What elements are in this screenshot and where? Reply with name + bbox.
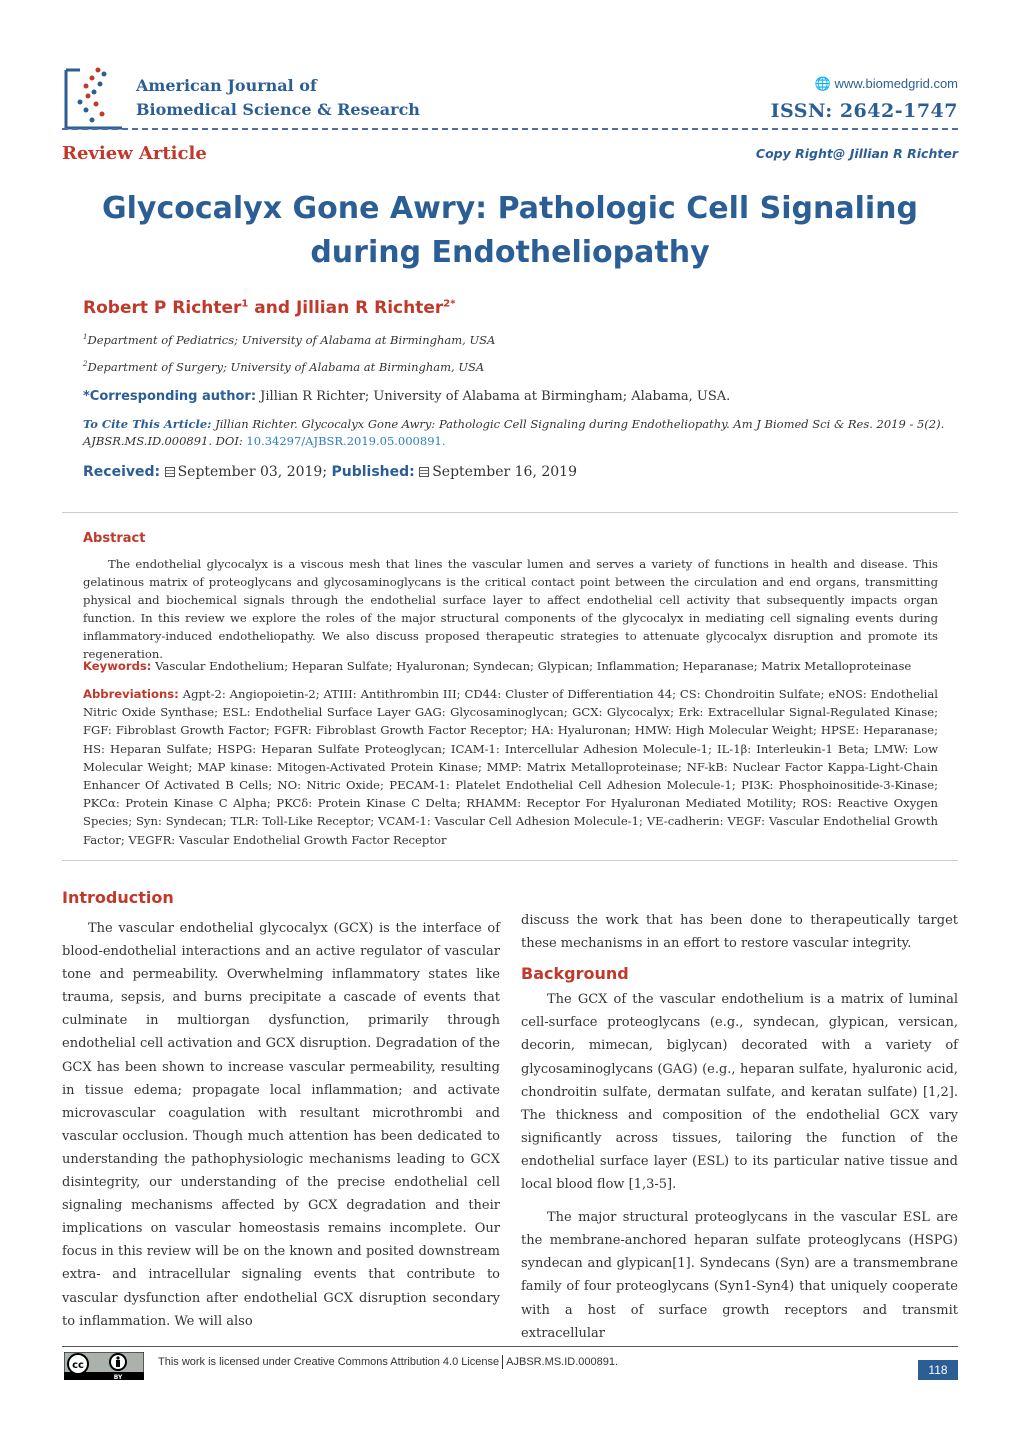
author-1-sup: 1 xyxy=(241,298,249,310)
keywords-text: Vascular Endothelium; Heparan Sulfate; Hyaluronan; Syndecan; Glypican; Inflammation; Heparanase; Matrix Metalloproteinase xyxy=(151,659,912,673)
title-line1: Glycocalyx Gone Awry: Pathologic Cell Signaling xyxy=(102,191,918,226)
footer-rule xyxy=(62,1346,958,1347)
keywords-label: Keywords: xyxy=(83,659,152,673)
website-link[interactable] xyxy=(815,76,958,92)
article-title xyxy=(62,187,958,275)
affiliation-2-sup: 2 xyxy=(83,360,88,369)
title-line2: during Endotheliopathy xyxy=(310,235,710,270)
abbreviations-text: Agpt-2: Angiopoietin-2; ATIII: Antithrombin III; CD44: Cluster of Differentiation 44; CS: Chondroitin Sulfate; eNOS: Endothelial Nitric Oxide Synthase; ESL: Endothelial Surface Layer GAG: Glycosaminoglycan; GCX: Glycocalyx; Erk: Extracellular Signal-Regulated Kinase; FGF: Fibroblast Growth Factor; FGFR: Fibroblast Growth Factor Receptor; HA: Hyaluronan; HMW: High Molecular Weight; HPSE: Heparanase; HS: Heparan Sulfate; HSPG: Heparan Sulfate Proteoglycan; ICAM-1: Intercellular Adhesion Molecule-1; IL-1β: Interleukin-1 Beta; LMW: Low Molecular Weight; MAP kinase: Mitogen-Activated Protein Kinase; MMP: Matrix Metalloproteinase; NF-kB: Nuclear Factor Kappa-Light-Chain Enhancer Of Activated B Cells; NO: Nitric Oxide; PECAM-1: Platelet Endothelial Cell Adhesion Molecule-1; PI3K: Phosphoinositide-3-Kinase; PKCα: Protein Kinase C Alpha; PKCδ: Protein Kinase C Delta; RHAMM: Receptor For Hyaluronan Mediated Motility; ROS: Reactive Oxygen Species; Syn: Syndecan; TLR: Toll-Like Receptor; VCAM-1: Vascular Cell Adhesion Molecule-1; VE-cadherin: VEGF: Vascular Endothelial Growth Factor; VEGFR: Vascular Endothelial Growth Factor Receptor xyxy=(83,687,938,847)
author-2-sup: 2* xyxy=(443,298,456,310)
right-column xyxy=(521,909,958,1345)
calendar-icon xyxy=(419,467,429,477)
footer-separator xyxy=(502,1355,503,1369)
doi-link[interactable]: 10.34297/AJBSR.2019.05.000891. xyxy=(246,434,446,448)
published-date: September 16, 2019 xyxy=(432,464,577,480)
copyright: Copy Right@ Jillian R Richter xyxy=(755,146,958,161)
journal-name-line1: American Journal of xyxy=(136,76,317,95)
website-text: www.biomedgrid.com xyxy=(834,76,958,91)
affiliation-1-text: Department of Pediatrics; University of Alabama at Birmingham, USA xyxy=(87,333,496,347)
footer-ms-id: AJBSR.MS.ID.000891. xyxy=(506,1355,619,1368)
abstract-heading: Abstract xyxy=(83,531,146,546)
background-heading: Background xyxy=(521,964,629,984)
calendar-icon xyxy=(165,467,175,477)
globe-icon: 🌐 xyxy=(814,76,831,91)
page-number: 118 xyxy=(918,1360,958,1380)
by-text: BY xyxy=(113,1374,123,1380)
issn: ISSN: 2642-1747 xyxy=(770,100,958,122)
abstract-bottom-rule xyxy=(62,860,958,861)
affiliation-2 xyxy=(83,360,484,374)
citation xyxy=(83,416,963,450)
affiliation-2-text: Department of Surgery; University of Alabama at Birmingham, USA xyxy=(87,360,485,374)
abbreviations xyxy=(83,685,938,849)
citation-label: To Cite This Article: xyxy=(83,417,212,431)
received-label: Received: xyxy=(83,464,161,480)
journal-name-line2: Biomedical Science & Research xyxy=(136,100,420,119)
introduction-paragraph: The vascular endothelial glycocalyx (GCX) is the interface of blood-endothelial interactions and an active regulator of vascular tone and permeability. Overwhelming inflammatory states like trauma, sepsis, and burns precipitate a cascade of events that culminate in multiorgan dysfunction, primarily through endothelial cell activation and GCX disruption. Degradation of the GCX has been shown to increase vascular permeability, resulting in tissue edema; propagate local inflammation; and activate microvascular coagulation with resultant microthrombi and vascular occlusion. Though much attention has been dedicated to understanding the pathophysiologic mechanisms leading to GCX disintegrity, our understanding of the precise endothelial cell signaling mechanisms affected by GCX degradation and their implications on vascular homeostasis remains incomplete. Our focus in this review will be on the known and posited downstream extra- and intracellular signaling events that contribute to vascular dysfunction after endothelial GCX disruption secondary to inflammation. We will also xyxy=(62,921,500,1329)
journal-logo xyxy=(62,64,126,132)
author-joiner: and xyxy=(248,298,296,318)
journal-name xyxy=(136,74,420,122)
citation-text: Jillian Richter. Glycocalyx Gone Awry: Pathologic Cell Signaling during Endotheliopathy. Am J Biomed Sci & Res. 2019 - 5(2). AJBSR.MS.ID.000891. DOI: xyxy=(83,417,945,448)
article-type: Review Article xyxy=(62,143,207,164)
introduction-column xyxy=(62,917,500,1333)
license-notice xyxy=(158,1355,618,1369)
intro-continuation: discuss the work that has been done to therapeutically target these mechanisms in an effort to restore vascular integrity. xyxy=(521,913,958,952)
affiliation-1 xyxy=(83,333,495,347)
cc-text: cc xyxy=(72,1360,84,1371)
corresponding-label: *Corresponding author: xyxy=(83,389,257,404)
keywords xyxy=(83,657,938,675)
authors xyxy=(83,298,455,318)
received-date: September 03, 2019; xyxy=(177,464,328,480)
author-2: Jillian R Richter xyxy=(295,298,444,318)
abbreviations-label: Abbreviations: xyxy=(83,687,179,701)
author-1: Robert P Richter xyxy=(83,298,242,318)
corresponding-author xyxy=(83,389,730,404)
introduction-heading: Introduction xyxy=(62,888,174,907)
abstract-top-rule xyxy=(62,512,958,513)
background-paragraph-1: The GCX of the vascular endothelium is a matrix of luminal cell-surface proteoglycans (e.g., syndecan, glypican, versican, decorin, mimecan, biglycan) decorated with a variety of glycosaminoglycans (GAG) (e.g., heparan sulfate, hyaluronic acid, chondroitin sulfate, dermatan sulfate, and keratan sulfate) [1,2]. The thickness and composition of the endothelial GCX vary significantly across tissues, tailoring the function of the endothelial surface layer (ESL) to its particular native tissue and local blood flow [1,3-5]. xyxy=(521,992,958,1193)
corresponding-text: Jillian R Richter; University of Alabama at Birmingham; Alabama, USA. xyxy=(256,389,731,404)
affiliation-1-sup: 1 xyxy=(83,333,88,342)
license-text: This work is licensed under Creative Commons Attribution 4.0 License xyxy=(158,1355,500,1368)
abstract-text: The endothelial glycocalyx is a viscous mesh that lines the vascular lumen and serves a variety of functions in health and disease. This gelatinous matrix of proteoglycans and glycosaminoglycans is the critical contact point between the circulation and end organs, transmitting physical and biochemical signals through the endothelial surface layer to affect endothelial cell activity that subsequently impacts organ function. In this review we explore the roles of the major structural components of the glycocalyx in mediating cell signaling events during inflammatory-induced endotheliopathy. We also discuss proposed therapeutic strategies to attenuate glycocalyx disruption and promote its regeneration. xyxy=(83,557,938,661)
header-divider xyxy=(62,128,958,130)
published-label: Published: xyxy=(331,464,415,480)
cc-by-license-badge[interactable] xyxy=(64,1352,144,1380)
background-paragraph-2: The major structural proteoglycans in the vascular ESL are the membrane-anchored heparan sulfate proteoglycans (HSPG) syndecan and glypican[1]. Syndecans (Syn) are a transmembrane family of four proteoglycans (Syn1-Syn4) that uniquely cooperate with a host of surface growth receptors and transmit extracellular xyxy=(521,1210,958,1341)
dates xyxy=(83,464,577,480)
